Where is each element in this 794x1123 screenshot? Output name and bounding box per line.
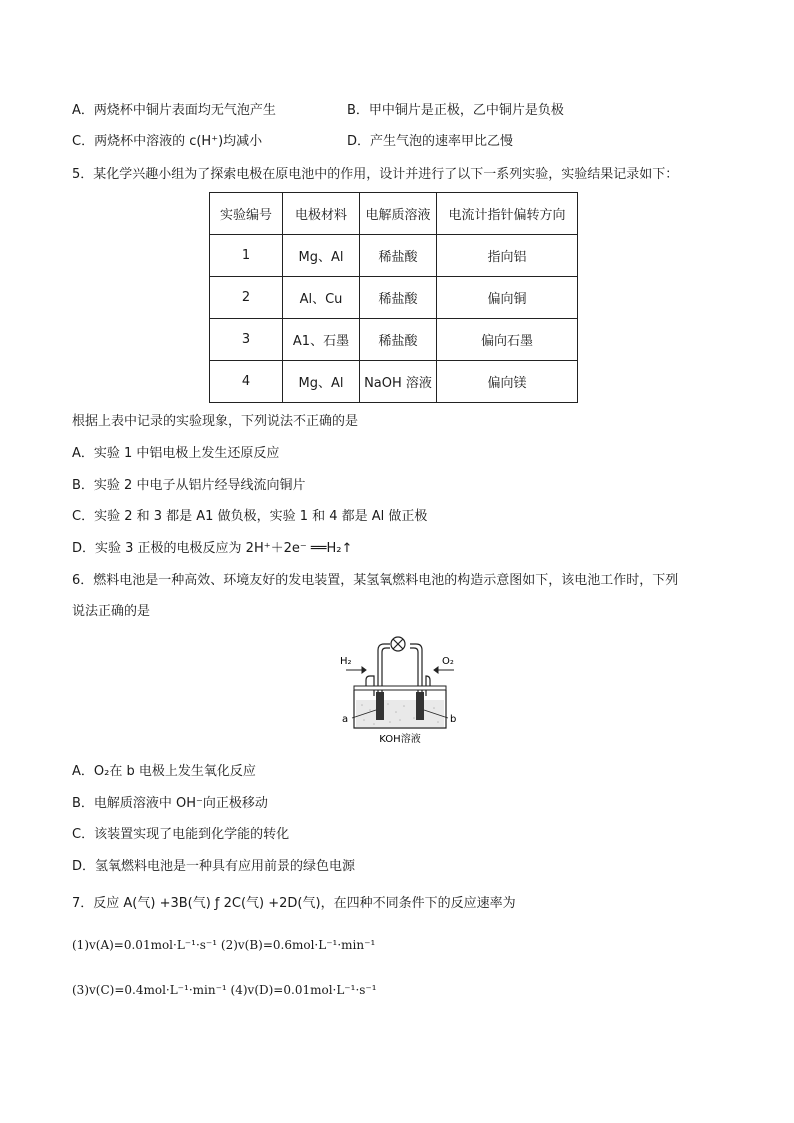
table-row [210,277,578,319]
q6-option-a: A．O₂在 b 电极上发生氧化反应 [72,764,256,779]
q7-stem: 7．反应 A(气) +3B(气) ƒ 2C(气) +2D(气)，在四种不同条件下的反应速率为 [72,896,516,911]
table-header: 电极材料 [283,193,360,235]
table-cell: 稀盐酸 [360,277,437,319]
electrode-b-label: b [450,714,457,725]
table-cell: 3 [210,319,283,361]
table-cell: 指向铝 [437,235,578,277]
arrow-icon [346,667,454,673]
q6-stem-line1: 6．燃料电池是一种高效、环境友好的发电装置，某氢氧燃料电池的构造示意图如下，该电池工作时，下列 [72,573,679,588]
table-header-row [210,193,578,235]
table-row [210,319,578,361]
q5-option-a: A．实验 1 中铝电极上发生还原反应 [72,446,280,461]
q6-option-c: C．该装置实现了电能到化学能的转化 [72,827,290,842]
cell-lid [354,686,446,690]
diagram-caption: KOH溶液 [379,734,421,745]
electrode-a-label: a [342,714,349,725]
table-cell: NaOH 溶液 [360,361,437,403]
table-cell: Mg、Al [283,235,360,277]
electrode-b [416,692,424,720]
table-cell: A1、石墨 [283,319,360,361]
lamp-icon [391,637,405,651]
table-cell: 偏向石墨 [437,319,578,361]
q5-question: 根据上表中记录的实验现象，下列说法不正确的是 [72,414,359,429]
fuel-cell-diagram [330,630,470,748]
table-cell: 偏向铜 [437,277,578,319]
q4-option-d: D．产生气泡的速率甲比乙慢 [347,134,514,149]
table-cell: 4 [210,361,283,403]
electrolyte-solution [356,700,444,727]
o2-label: O₂ [442,656,454,667]
table-cell: 2 [210,277,283,319]
table-cell: 稀盐酸 [360,319,437,361]
table-header: 电解质溶液 [360,193,437,235]
q6-option-b: B．电解质溶液中 OH⁻向正极移动 [72,796,268,811]
electrode-a [376,692,384,720]
q7-rates-line2: (3)v(C)=0.4mol·L⁻¹·min⁻¹ (4)v(D)=0.01mol·L⁻¹·s⁻¹ [72,983,377,997]
q5-option-b: B．实验 2 中电子从铝片经导线流向铜片 [72,478,306,493]
table-cell: 稀盐酸 [360,235,437,277]
q4-option-b: B．甲中铜片是正极，乙中铜片是负极 [347,103,564,118]
q5-option-d: D．实验 3 正极的电极反应为 2H⁺＋2e⁻ ══H₂↑ [72,541,353,556]
table-row [210,235,578,277]
table-header: 实验编号 [210,193,283,235]
table-cell: 1 [210,235,283,277]
q6-stem-line2: 说法正确的是 [72,604,151,619]
table-header: 电流计指针偏转方向 [437,193,578,235]
h2-label: H₂ [340,656,352,667]
table-row [210,361,578,403]
table-cell: Al、Cu [283,277,360,319]
q5-option-c: C．实验 2 和 3 都是 A1 做负极，实验 1 和 4 都是 Al 做正极 [72,509,428,524]
experiment-table [209,192,578,403]
q4-option-c: C．两烧杯中溶液的 c(H⁺)均减小 [72,134,263,149]
q7-rates-line1: (1)v(A)=0.01mol·L⁻¹·s⁻¹ (2)v(B)=0.6mol·L⁻¹·min⁻¹ [72,938,376,952]
q4-option-a: A．两烧杯中铜片表面均无气泡产生 [72,103,276,118]
q5-stem: 5．某化学兴趣小组为了探索电极在原电池中的作用，设计并进行了以下一系列实验，实验结果记录如下： [72,167,679,182]
table-cell: 偏向镁 [437,361,578,403]
table-cell: Mg、Al [283,361,360,403]
q6-option-d: D．氢氧燃料电池是一种具有应用前景的绿色电源 [72,859,356,874]
